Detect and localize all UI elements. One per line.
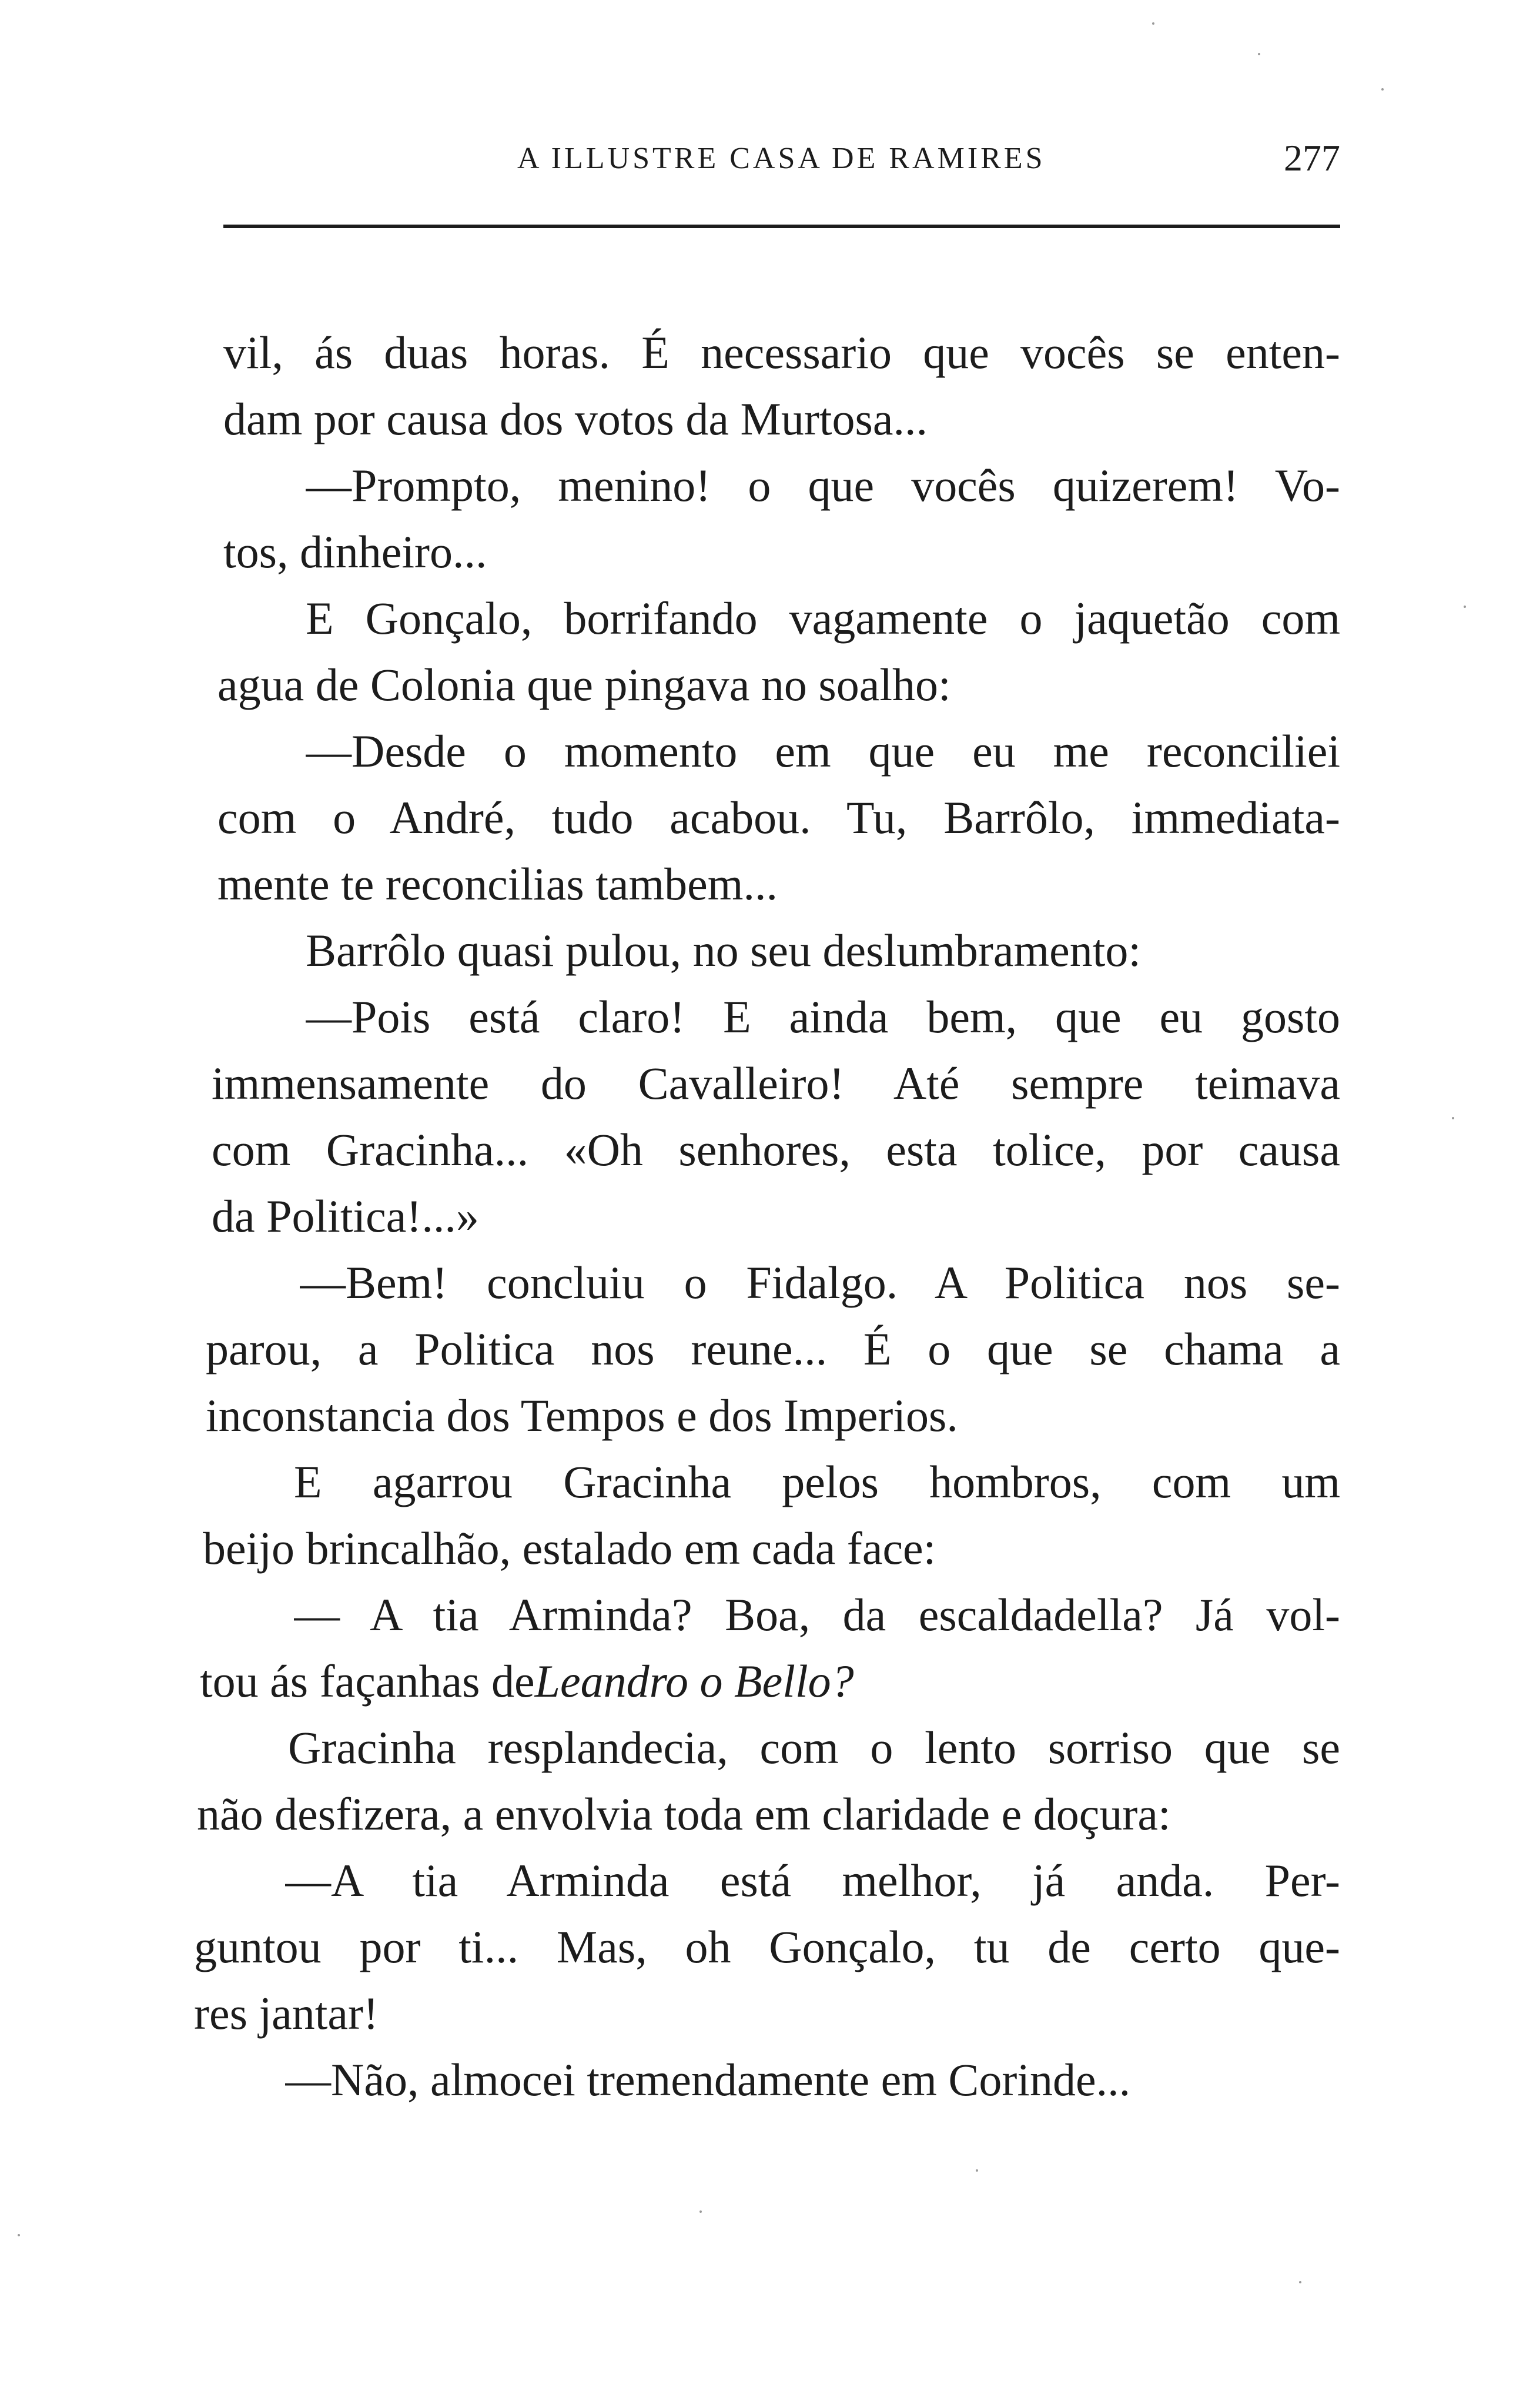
text-line-21	[200, 1649, 1346, 1714]
text-line-22-content: Gracinha resplandecia, com o lento sorriso que se	[288, 1722, 1340, 1773]
italic-title: Leandro o Bello?	[534, 1656, 854, 1707]
text-line-24	[285, 1848, 1346, 1913]
scan-speck	[1381, 88, 1384, 91]
text-line-3	[306, 453, 1346, 518]
text-line-2	[223, 387, 1346, 452]
text-line-4-content: tos, dinheiro...	[223, 526, 487, 577]
text-line-9-content: mente te reconcilias tambem...	[217, 858, 778, 909]
text-line-26	[194, 1981, 1346, 2046]
text-line-18	[294, 1450, 1346, 1514]
text-line-10-content: Barrôlo quasi pulou, no seu deslumbramento:	[306, 925, 1142, 976]
text-line-9	[217, 852, 1346, 917]
text-line-20-content: — A tia Arminda? Boa, da escaldadella? Já vol-	[294, 1589, 1340, 1640]
scan-speck	[976, 2169, 978, 2172]
text-line-16	[206, 1317, 1346, 1382]
text-line-1-content: vil, ás duas horas. É necessario que vocês se enten-	[223, 327, 1340, 378]
text-line-22	[288, 1715, 1346, 1780]
text-line-5	[306, 586, 1346, 651]
text-line-6	[217, 653, 1346, 717]
text-line-3-content: —Prompto, menino! o que vocês quizerem! Vo-	[306, 460, 1340, 511]
text-line-4	[223, 520, 1346, 584]
text-line-21-content: tou ás façanhas de	[200, 1656, 535, 1707]
text-line-25-content: guntou por ti... Mas, oh Gonçalo, tu de certo que-	[194, 1921, 1340, 1972]
text-line-1	[223, 320, 1346, 385]
text-line-17	[206, 1383, 1346, 1448]
text-line-27	[285, 2048, 1346, 2112]
scan-speck	[1258, 53, 1260, 55]
text-line-7	[306, 719, 1346, 784]
text-line-13-content: com Gracinha... «Oh senhores, esta tolice, por causa	[212, 1124, 1340, 1175]
page-number: 277	[1284, 137, 1340, 179]
text-line-7-content: —Desde o momento em que eu me reconciliei	[306, 725, 1340, 777]
text-line-16-content: parou, a Politica nos reune... É o que se chama a	[206, 1323, 1340, 1374]
scan-speck	[1464, 606, 1466, 608]
text-line-14-content: da Politica!...»	[212, 1190, 479, 1242]
text-line-20	[294, 1583, 1346, 1647]
text-line-8	[217, 785, 1346, 850]
scan-speck	[1152, 22, 1154, 25]
text-line-12-content: immensamente do Cavalleiro! Até sempre teimava	[212, 1058, 1340, 1109]
text-line-12	[212, 1051, 1346, 1116]
header-rule	[223, 225, 1340, 228]
text-line-11	[306, 985, 1346, 1049]
running-title: A ILLUSTRE CASA DE RAMIRES	[517, 142, 1046, 175]
text-line-24-content: —A tia Arminda está melhor, já anda. Per-	[285, 1855, 1340, 1906]
text-line-14	[212, 1184, 1346, 1249]
text-line-23-content: não desfizera, a envolvia toda em claridade e doçura:	[197, 1788, 1171, 1840]
running-head	[223, 136, 1340, 183]
text-line-10	[306, 918, 1346, 983]
text-line-2-content: dam por causa dos votos da Murtosa...	[223, 393, 928, 444]
text-line-23	[197, 1782, 1346, 1847]
text-line-19-content: beijo brincalhão, estalado em cada face:	[203, 1523, 936, 1574]
text-line-13	[212, 1118, 1346, 1182]
text-line-11-content: —Pois está claro! E ainda bem, que eu gosto	[306, 991, 1340, 1042]
scan-speck	[1452, 1117, 1454, 1119]
text-line-17-content: inconstancia dos Tempos e dos Imperios.	[206, 1390, 958, 1441]
text-line-6-content: agua de Colonia que pingava no soalho:	[217, 659, 951, 710]
text-line-26-content: res jantar!	[194, 1988, 379, 2039]
scan-speck	[18, 2234, 20, 2236]
text-line-18-content: E agarrou Gracinha pelos hombros, com um	[294, 1456, 1340, 1507]
text-line-5-content: E Gonçalo, borrifando vagamente o jaquetão com	[306, 593, 1340, 644]
scan-speck	[699, 2210, 702, 2213]
text-line-27-content: —Não, almocei tremendamente em Corinde...	[285, 2054, 1131, 2105]
text-line-8-content: com o André, tudo acabou. Tu, Barrôlo, immediata-	[217, 792, 1340, 843]
text-line-15-content: —Bem! concluiu o Fidalgo. A Politica nos se-	[300, 1257, 1340, 1308]
text-line-15	[300, 1250, 1346, 1315]
scan-speck	[1299, 2281, 1301, 2283]
text-line-19	[203, 1516, 1346, 1581]
text-line-25	[194, 1915, 1346, 1979]
